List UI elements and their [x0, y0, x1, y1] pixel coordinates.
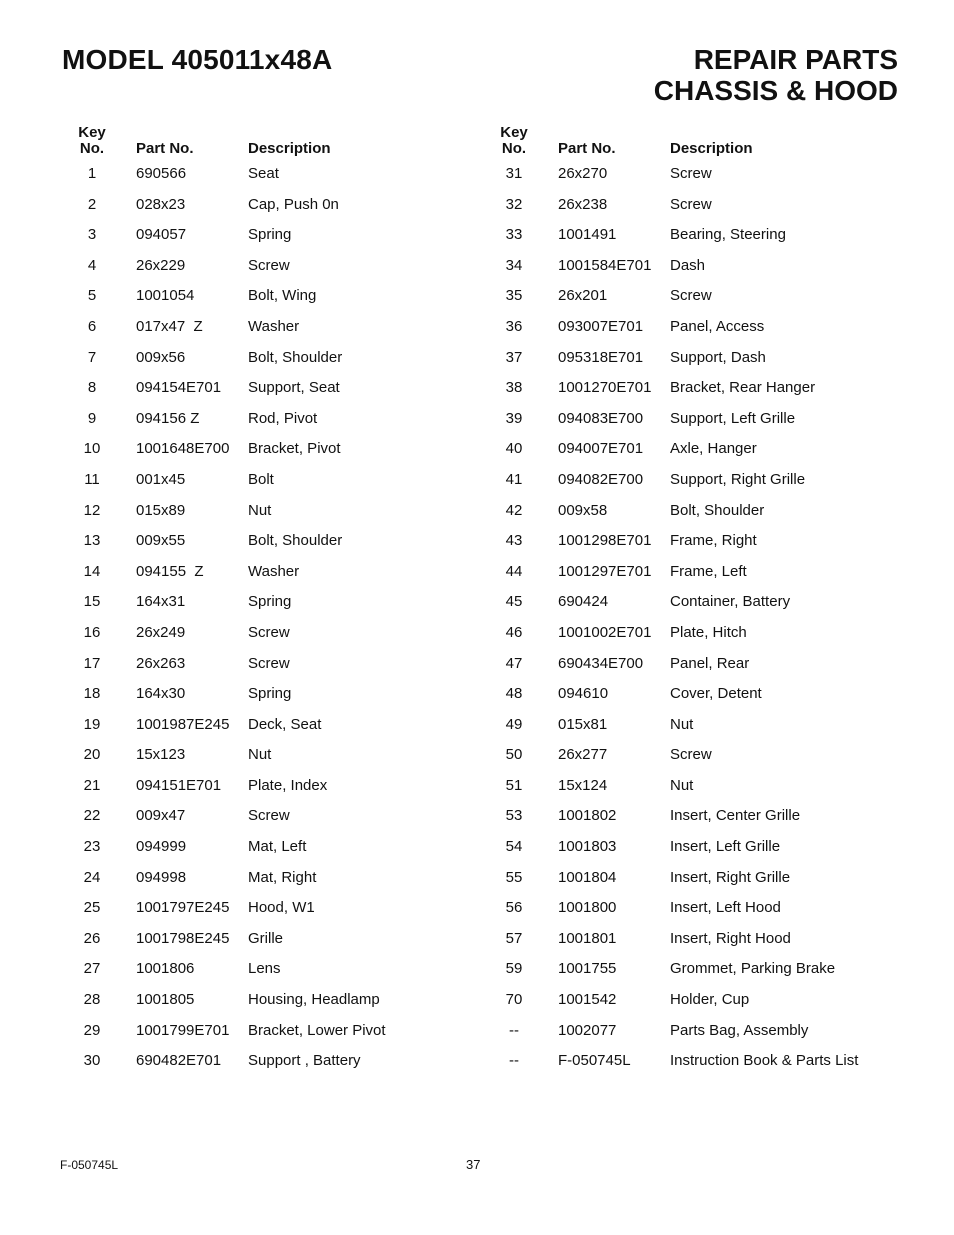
part-no: 690482E701 — [136, 1052, 222, 1070]
part-description: Parts Bag, Assembly — [670, 1021, 809, 1039]
table-row — [484, 836, 884, 867]
part-no: 1001270E701 — [558, 379, 652, 397]
table-row — [62, 683, 462, 714]
key-no: 29 — [83, 1021, 101, 1039]
part-no: 1001054 — [136, 287, 195, 305]
key-no: 17 — [83, 654, 101, 672]
description-header: Description — [670, 140, 753, 157]
part-no: 1001297E701 — [558, 562, 652, 580]
part-no: 015x89 — [136, 501, 186, 519]
key-no: -- — [509, 1021, 519, 1039]
section-title — [654, 44, 898, 106]
key-no: 30 — [83, 1052, 101, 1070]
part-no: 26x201 — [558, 287, 608, 305]
key-no: 57 — [505, 929, 523, 947]
table-row — [62, 347, 462, 378]
part-description: Rod, Pivot — [248, 409, 318, 427]
part-no: 094083E700 — [558, 409, 644, 427]
part-no: 094155 Z — [136, 562, 204, 580]
part-no: 1001797E245 — [136, 899, 230, 917]
key-no: 1 — [87, 165, 97, 182]
part-no: 009x47 — [136, 807, 186, 825]
part-description: Support , Battery — [248, 1052, 361, 1070]
table-row — [62, 194, 462, 225]
key-no: 11 — [84, 470, 100, 488]
table-row — [484, 255, 884, 286]
table-row — [62, 163, 462, 194]
part-no: 009x56 — [136, 348, 186, 366]
key-no: 53 — [505, 807, 523, 825]
table-row — [484, 224, 884, 255]
part-description: Insert, Left Grille — [670, 838, 781, 856]
part-no: F-050745L — [558, 1052, 631, 1070]
table-row — [484, 989, 884, 1020]
description-header: Description — [248, 140, 331, 157]
table-row — [62, 1050, 462, 1081]
table-row — [62, 255, 462, 286]
table-row — [62, 438, 462, 469]
key-header-line2: No. — [501, 140, 527, 157]
part-no: 1001802 — [558, 807, 617, 825]
part-no-header: Part No. — [136, 140, 194, 157]
part-no: 1001987E245 — [136, 715, 230, 733]
key-no: 7 — [87, 348, 97, 366]
part-description: Hood, W1 — [248, 899, 315, 917]
part-no: 094999 — [136, 838, 187, 856]
part-description: Grille — [248, 929, 284, 947]
part-description: Support, Right Grille — [670, 470, 806, 488]
key-no: 50 — [505, 746, 523, 764]
table-row — [484, 591, 884, 622]
part-description: Spring — [248, 593, 292, 611]
key-no: 20 — [83, 746, 101, 764]
table-row — [484, 469, 884, 500]
table-row — [484, 408, 884, 439]
part-description: Holder, Cup — [670, 991, 750, 1009]
key-no: 35 — [505, 287, 523, 305]
key-no: 18 — [83, 685, 101, 703]
table-row — [484, 347, 884, 378]
table-row — [484, 958, 884, 989]
part-description: Insert, Center Grille — [670, 807, 801, 825]
key-no: 56 — [505, 899, 523, 917]
part-description: Screw — [248, 807, 290, 825]
table-row — [484, 622, 884, 653]
part-description: Plate, Hitch — [670, 623, 747, 641]
part-description: Housing, Headlamp — [248, 991, 380, 1009]
key-no: 43 — [505, 532, 523, 550]
table-row — [62, 867, 462, 898]
key-no: 14 — [83, 562, 101, 580]
part-no: 017x47 Z — [136, 317, 203, 335]
key-no: 24 — [83, 868, 101, 886]
part-no: 26x270 — [558, 165, 608, 182]
part-description: Plate, Index — [248, 776, 328, 794]
part-description: Insert, Right Grille — [670, 868, 791, 886]
key-no: 38 — [505, 379, 523, 397]
key-no: 4 — [87, 256, 97, 274]
table-row — [484, 1020, 884, 1051]
key-no: 25 — [83, 899, 101, 917]
table-row — [484, 653, 884, 684]
part-description: Screw — [670, 746, 712, 764]
part-description: Cap, Push 0n — [248, 195, 339, 213]
part-no: 095318E701 — [558, 348, 644, 366]
key-no: 10 — [83, 440, 101, 458]
part-description: Mat, Right — [248, 868, 317, 886]
part-description: Bolt, Shoulder — [248, 348, 343, 366]
key-no: 19 — [83, 715, 101, 733]
key-header-line2: No. — [79, 140, 105, 157]
part-description: Screw — [670, 195, 712, 213]
table-row — [62, 775, 462, 806]
part-no: 094610 — [558, 685, 609, 703]
part-description: Bolt — [248, 470, 274, 488]
table-row — [484, 928, 884, 959]
key-no: 23 — [83, 838, 101, 856]
key-no: 49 — [505, 715, 523, 733]
part-description: Washer — [248, 317, 300, 335]
key-no-header — [484, 125, 544, 157]
part-description: Bearing, Steering — [670, 226, 786, 244]
table-row — [62, 530, 462, 561]
section-title-line1: REPAIR PARTS — [693, 44, 898, 75]
table-row — [62, 469, 462, 500]
part-description: Spring — [248, 226, 292, 244]
part-no: 690424 — [558, 593, 609, 611]
part-no-header: Part No. — [558, 140, 616, 157]
table-row — [484, 500, 884, 531]
part-description: Spring — [248, 685, 292, 703]
table-row — [484, 714, 884, 745]
part-description: Bracket, Rear Hanger — [670, 379, 816, 397]
table-row — [62, 500, 462, 531]
key-no: 5 — [87, 287, 97, 305]
part-no: 1001798E245 — [136, 929, 230, 947]
part-no: 1001801 — [558, 929, 617, 947]
table-row — [62, 377, 462, 408]
table-row — [62, 836, 462, 867]
part-description: Frame, Left — [670, 562, 747, 580]
part-no: 690566 — [136, 165, 187, 182]
part-description: Nut — [248, 746, 272, 764]
table-row — [484, 530, 884, 561]
key-no-header — [62, 125, 122, 157]
key-no: 27 — [83, 960, 101, 978]
part-no: 094007E701 — [558, 440, 644, 458]
key-no: 39 — [505, 409, 523, 427]
part-no: 028x23 — [136, 195, 186, 213]
part-description: Deck, Seat — [248, 715, 322, 733]
key-no: 48 — [505, 685, 523, 703]
table-row — [62, 285, 462, 316]
table-row — [62, 408, 462, 439]
table-row — [484, 1050, 884, 1081]
part-description: Screw — [670, 287, 712, 305]
key-no: 15 — [83, 593, 101, 611]
table-row — [484, 194, 884, 225]
table-header — [484, 125, 884, 161]
part-description: Panel, Rear — [670, 654, 750, 672]
table-row — [62, 897, 462, 928]
parts-table-right — [484, 125, 884, 1081]
part-no: 1001803 — [558, 838, 617, 856]
part-no: 1001806 — [136, 960, 195, 978]
part-no: 1001298E701 — [558, 532, 652, 550]
key-no: 42 — [505, 501, 523, 519]
parts-table-left — [62, 125, 462, 1081]
part-no: 094082E700 — [558, 470, 644, 488]
table-row — [62, 989, 462, 1020]
key-no: 54 — [505, 838, 523, 856]
table-row — [62, 1020, 462, 1051]
key-header-line1: Key — [78, 124, 106, 141]
table-row — [62, 805, 462, 836]
key-no: 26 — [83, 929, 101, 947]
part-no: 690434E700 — [558, 654, 644, 672]
part-no: 094151E701 — [136, 776, 222, 794]
part-no: 15x123 — [136, 746, 186, 764]
table-row — [484, 377, 884, 408]
table-row — [62, 316, 462, 347]
part-no: 015x81 — [558, 715, 608, 733]
part-description: Dash — [670, 256, 706, 274]
table-row — [484, 561, 884, 592]
part-no: 094057 — [136, 226, 187, 244]
part-no: 1001491 — [558, 226, 617, 244]
key-no: -- — [509, 1052, 519, 1070]
key-no: 51 — [505, 776, 523, 794]
part-no: 1001805 — [136, 991, 195, 1009]
table-row — [62, 744, 462, 775]
table-row — [62, 928, 462, 959]
key-no: 70 — [505, 991, 523, 1009]
part-no: 26x249 — [136, 623, 186, 641]
part-no: 164x31 — [136, 593, 186, 611]
part-description: Container, Battery — [670, 593, 791, 611]
part-description: Support, Left Grille — [670, 409, 796, 427]
part-description: Insert, Right Hood — [670, 929, 791, 947]
parts-rows-left — [62, 163, 462, 1081]
part-no: 1001542 — [558, 991, 617, 1009]
key-no: 33 — [505, 226, 523, 244]
part-no: 1001648E700 — [136, 440, 230, 458]
part-no: 094156 Z — [136, 409, 200, 427]
key-no: 28 — [83, 991, 101, 1009]
part-no: 26x263 — [136, 654, 186, 672]
table-row — [62, 591, 462, 622]
part-no: 164x30 — [136, 685, 186, 703]
part-no: 1001804 — [558, 868, 617, 886]
part-description: Grommet, Parking Brake — [670, 960, 836, 978]
key-no: 41 — [505, 470, 523, 488]
key-no: 31 — [505, 165, 523, 182]
page-number: 37 — [466, 1157, 481, 1172]
key-no: 36 — [505, 317, 523, 335]
part-no: 1001584E701 — [558, 256, 652, 274]
part-description: Insert, Left Hood — [670, 899, 781, 917]
key-no: 32 — [505, 195, 523, 213]
part-no: 009x55 — [136, 532, 186, 550]
part-no: 1002077 — [558, 1021, 617, 1039]
table-row — [484, 897, 884, 928]
key-no: 12 — [83, 501, 101, 519]
model-title: MODEL 405011x48A — [62, 44, 333, 75]
part-description: Frame, Right — [670, 532, 757, 550]
table-row — [62, 622, 462, 653]
parts-rows-right — [484, 163, 884, 1081]
part-no: 009x58 — [558, 501, 608, 519]
part-description: Washer — [248, 562, 300, 580]
part-description: Instruction Book & Parts List — [670, 1052, 859, 1070]
key-no: 6 — [87, 317, 97, 335]
table-row — [484, 867, 884, 898]
key-no: 2 — [87, 195, 97, 213]
part-no: 15x124 — [558, 776, 608, 794]
part-description: Screw — [248, 654, 290, 672]
part-description: Screw — [670, 165, 712, 182]
table-row — [62, 561, 462, 592]
key-no: 13 — [83, 532, 101, 550]
key-no: 59 — [505, 960, 523, 978]
table-row — [484, 316, 884, 347]
part-description: Support, Seat — [248, 379, 340, 397]
key-no: 9 — [87, 409, 97, 427]
key-no: 47 — [505, 654, 523, 672]
table-row — [484, 775, 884, 806]
table-row — [484, 683, 884, 714]
part-description: Mat, Left — [248, 838, 307, 856]
footer-doc-id: F-050745L — [60, 1158, 119, 1172]
part-description: Screw — [248, 623, 290, 641]
key-no: 46 — [505, 623, 523, 641]
part-no: 26x238 — [558, 195, 608, 213]
part-description: Cover, Detent — [670, 685, 762, 703]
key-no: 45 — [505, 593, 523, 611]
table-row — [62, 958, 462, 989]
table-row — [484, 285, 884, 316]
part-no: 094998 — [136, 868, 187, 886]
part-description: Axle, Hanger — [670, 440, 757, 458]
key-no: 16 — [83, 623, 101, 641]
part-description: Nut — [248, 501, 272, 519]
part-description: Screw — [248, 256, 290, 274]
part-description: Bolt, Wing — [248, 287, 317, 305]
part-no: 1001002E701 — [558, 623, 652, 641]
table-header — [62, 125, 462, 161]
part-description: Bolt, Shoulder — [248, 532, 343, 550]
table-row — [484, 438, 884, 469]
table-row — [62, 714, 462, 745]
key-no: 22 — [83, 807, 101, 825]
key-no: 21 — [83, 776, 101, 794]
table-row — [484, 744, 884, 775]
part-no: 1001800 — [558, 899, 617, 917]
key-no: 44 — [505, 562, 523, 580]
table-row — [484, 805, 884, 836]
part-no: 26x229 — [136, 256, 186, 274]
part-no: 1001799E701 — [136, 1021, 230, 1039]
key-no: 40 — [505, 440, 523, 458]
part-description: Bracket, Lower Pivot — [248, 1021, 386, 1039]
part-no: 26x277 — [558, 746, 608, 764]
part-description: Lens — [248, 960, 281, 978]
part-no: 1001755 — [558, 960, 617, 978]
table-row — [62, 224, 462, 255]
key-no: 55 — [505, 868, 523, 886]
table-row — [62, 653, 462, 684]
key-header-line1: Key — [500, 124, 528, 141]
part-description: Seat — [248, 165, 279, 182]
key-no: 8 — [87, 379, 97, 397]
part-no: 094154E701 — [136, 379, 222, 397]
key-no: 34 — [505, 256, 523, 274]
part-description: Nut — [670, 776, 694, 794]
part-description: Bolt, Shoulder — [670, 501, 765, 519]
key-no: 37 — [505, 348, 523, 366]
part-description: Support, Dash — [670, 348, 766, 366]
part-no: 001x45 — [136, 470, 186, 488]
part-description: Nut — [670, 715, 694, 733]
part-description: Panel, Access — [670, 317, 765, 335]
part-description: Bracket, Pivot — [248, 440, 341, 458]
section-title-line2: CHASSIS & HOOD — [653, 75, 898, 106]
table-row — [484, 163, 884, 194]
part-no: 093007E701 — [558, 317, 644, 335]
key-no: 3 — [87, 226, 97, 244]
